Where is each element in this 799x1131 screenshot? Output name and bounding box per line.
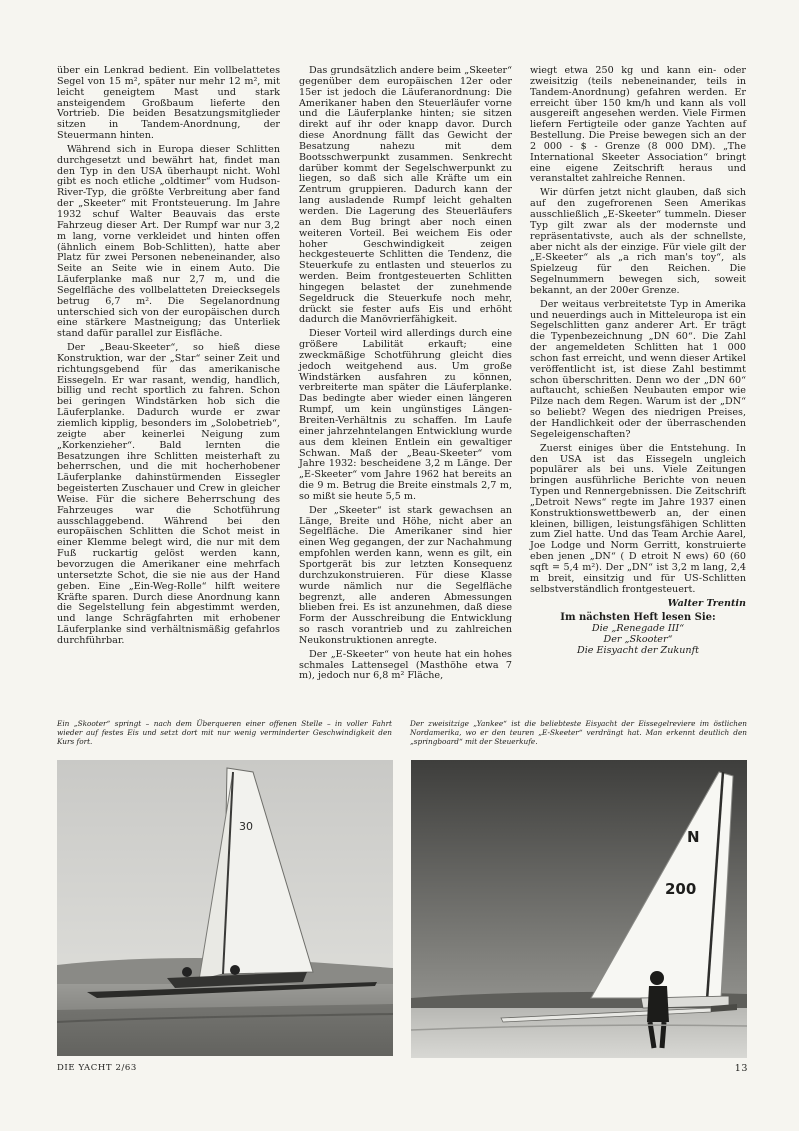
- photo-skooter-jumping: [57, 760, 393, 1056]
- photo-yankee-image: [411, 760, 747, 1058]
- sail-number-left: 30: [239, 820, 253, 833]
- paragraph: Dieser Vorteil wird allerdings durch eine größere Labilität erkauft; eine zweckmäßige Schotführung gleicht dies jedoch weitgehend aus. Um große Windstärken ausfahren zu können, verbreiterte man später die Läuferplanke. Das bedingte aber wieder einen längeren Rumpf, um kein ungünstiges Längen-Breiten-Verhältnis zu schaffen. Im Laufe einer jahrzehntelangen Entwicklung wurde aus dem kleinen Entlein ein gewaltiger Schwan. Maß der „Beau-Skeeter“ vom Jahre 1932: bescheidene 3,2 m Länge. Der „E-Skeeter“ vom Jahre 1962 hat bereits an die 9 m. Betrug die Breite einstmals 2,7 m, so mißt sie heute 5,5 m.: [299, 328, 512, 502]
- author-signature: Walter Trentin: [667, 597, 746, 609]
- paragraph: über ein Lenkrad bedient. Ein vollbelattetes Segel von 15 m², später nur mehr 12 m², mit leicht geneigtem Mast und stark ansteigendem Großbaum lieferte den Vortrieb. Die beiden Besatzungsmitglieder sitzen in Tandem-Anordnung, der Steuermann hinten.: [57, 65, 280, 142]
- text-column-2: [299, 66, 512, 685]
- paragraph: Der weitaus verbreitetste Typ in Amerika und neuerdings auch in Mitteleuropa ist ein Segelschlitten ganz anderer Art. Er trägt die Typenbezeichnung „DN 60“. Die Zahl der angemeldeten Schlitten hat 1 000 schon fast erreicht, und wenn dieser Artikel veröffentlicht ist, ist diese Zahl bestimmt schon überschritten. Denn wo der „DN 60“ auftaucht, schießen Neubauten empor wie Pilze nach dem Regen. Warum ist der „DN“ so beliebt? Wegen des niedrigen Preises, der Handlichkeit oder der überraschenden Segeleigenschaften?: [530, 298, 746, 440]
- paragraph: Der „Beau-Skeeter“, so hieß diese Konstruktion, war der „Star“ seiner Zeit und richtungsgebend für das amerikanische Eissegeln. Er war rasant, wendig, handlich, billig und recht sportlich zu fahren. Schon bei geringen Windstärken hob sich die Läuferplanke. Dadurch wurde er zwar ziemlich kipplig, besonders im „Solobetrieb“, zeigte aber keinerlei Neigung zum „Korkenzieher“. Bald lernten die Besatzungen ihre Schlitten meisterhaft zu beherrschen, und die mit hocherhobener Läuferplanke dahinstürmenden Eissegler begeisterten Zuschauer und Crew in gleicher Weise. Für die sichere Beherrschung des Fahrzeuges war die Schotführung ausschlaggebend. Während bei den europäischen Schlitten die Schot meist in einer Klemme belegt wird, die nur mit dem Fuß ruckartig gelöst werden kann, bevorzugen die Amerikaner eine mehrfach untersetzte Schot, die sie nie aus der Hand geben. Eine „Ein-Weg-Rolle“ hilft weitere Kräfte sparen. Durch diese Anordnung kann die Segelstellung fein abgestimmt werden, und lange Schrägfahrten mit erhobener Läuferplanke sind verhältnismäßig gefahrlos durchführbar.: [57, 342, 280, 646]
- next-issue-item: Die Eisyacht der Zukunft: [577, 644, 699, 656]
- text-column-3: [530, 66, 746, 657]
- sail-number-right: 200: [665, 880, 697, 898]
- paragraph: Wir dürfen jetzt nicht glauben, daß sich auf den zugefrorenen Seen Amerikas ausschließlich „E-Skeeter“ tummeln. Dieser Typ gilt zwar als der modernste und repräsentativste, auch als der schnellste, aber nicht als der einzige. Für viele gilt der „E-Skeeter“ als „a rich man's toy“, als Spielzeug für den Reichen. Die Segelnummern bewegen sich, soweit bekannt, an der 200er Grenze.: [530, 187, 746, 296]
- next-issue-item: Der „Skooter“: [603, 634, 673, 646]
- photo-caption-left: Ein „Skooter“ springt – nach dem Überqueren einer offenen Stelle – in voller Fahrt wieder auf festes Eis und setzt dort mit nur wenig verminderter Geschwindigkeit den Kurs fort.: [57, 719, 392, 746]
- next-issue-item: Die „Renegade III“: [591, 623, 685, 635]
- paragraph: Zuerst einiges über die Entstehung. In den USA ist das Eissegeln ungleich populärer als bei uns. Viele Zeitungen bringen ausführliche Berichte von neuen Typen und Rennergebnissen. Die Zeitschrift „Detroit News“ regte im Jahre 1937 einen Konstruktionswettbewerb an, der einen kleinen, billigen, leistungsfähigen Schlitten zum Ziel hatte. Und das Team Archie Aarel, Joe Lodge und Norm Gerritt, konstruierte eben jenen „DN“ ( D etroit N ews) 60 (60 sqft = 5,4 m²). Der „DN“ ist 3,2 m lang, 2,4 m breit, einsitzig und für US-Schlitten selbstverständlich frontgesteuert.: [530, 442, 746, 595]
- footer-publication: DIE YACHT 2/63: [57, 1063, 137, 1073]
- text-column-1: [57, 66, 280, 650]
- sail-letter-right: N: [687, 828, 700, 846]
- paragraph: Das grundsätzlich andere beim „Skeeter“ gegenüber dem europäischen 12er oder 15er ist jedoch die Läuferanordnung: Die Amerikaner haben den Steuerläufer vorne und die Läuferplanke hinten; sie sitzen direkt auf ihr oder knapp davor. Durch diese Anordnung fällt das Gewicht der Besatzung nahezu mit dem Bootsschwerpunkt zusammen. Senkrecht darüber kommt der Segelschwerpunkt zu liegen, so daß sich alle Kräfte um ein Zentrum gruppieren. Dadurch kann der lang ausladende Rumpf leicht gehalten werden. Die Lagerung des Steuerläufers an dem Bug bringt aber noch einen weiteren Vorteil. Bei weichem Eis oder hoher Geschwindigkeit zeigen heckgesteuerte Schlitten die Tendenz, die Steuerkufe zu entlasten und steuerlos zu werden. Beim frontgesteuerten Schlitten hingegen belastet der zunehmende Segeldruck die Steuerkufe noch mehr, drückt sie fester aufs Eis und erhöht dadurch die Manövrierfähigkeit.: [299, 65, 512, 326]
- photo-yankee-iceboat: [411, 760, 747, 1058]
- next-issue-box: [530, 613, 746, 656]
- page-number: 13: [734, 1063, 748, 1074]
- photo-skooter-image: [57, 760, 393, 1056]
- paragraph: Der „Skeeter“ ist stark gewachsen an Länge, Breite und Höhe, nicht aber an Segelfläche. Die Amerikaner sind hier einen Weg gegangen, der zur Nachahmung empfohlen werden kann, wenn es gilt, ein Sportgerät bis zur letzten Konsequenz durchzukonstruieren. Für diese Klasse wurde nämlich nur die Segelfläche begrenzt, alle anderen Abmessungen blieben frei. Es ist anzunehmen, daß diese Form der Ausschreibung die Entwicklung so rasch vorantrieb und zu zahlreichen Neukonstruktionen anregte.: [299, 504, 512, 646]
- photo-caption-right: Der zweisitzige „Yankee“ ist die beliebteste Eisyacht der Eissegelreviere im östlichen Nordamerika, wo er den teuren „E-Skeeter“ verdrängt hat. Man erkennt deutlich den „springboard“ mit der Steuerkufe.: [410, 719, 747, 746]
- paragraph: Der „E-Skeeter“ von heute hat ein hohes schmales Lattensegel (Masthöhe etwa 7 m), jedoch nur 6,8 m² Fläche,: [299, 648, 512, 682]
- paragraph: Während sich in Europa dieser Schlitten durchgesetzt und bewährt hat, findet man den Typ in den USA überhaupt nicht. Wohl gibt es noch etliche „oldtimer“ vom Hudson-River-Typ, die größte Verbreitung aber fand der „Skeeter“ mit Frontsteuerung. Im Jahre 1932 schuf Walter Beauvais das erste Fahrzeug dieser Art. Der Rumpf war nur 3,2 m lang, vorne verkleidet und hinten offen (ähnlich einem Bob-Schlitten), hatte aber Platz für zwei Personen nebeneinander, also Seite an Seite wie in einem Auto. Die Läuferplanke maß nur 2,7 m, und die Segelfläche des vollbelatteten Dreiecksegels betrug 6,7 m². Die Segelanordnung unterschied sich von der europäischen durch eine stärkere Mastneigung; das Unterliek stand dafür parallel zur Eisfläche.: [57, 143, 280, 340]
- next-issue-heading: Im nächsten Heft lesen Sie:: [560, 612, 716, 624]
- paragraph: wiegt etwa 250 kg und kann ein- oder zweisitzig (teils nebeneinander, teils in Tandem-Anordnung) gefahren werden. Er erreicht über 150 km/h und kann als voll ausgereift angesehen werden. Viele Firmen liefern Fertigteile oder ganze Yachten auf Bestellung. Die Preise bewegen sich an der 2 000 - $ - Grenze (8 000 DM). „The International Skeeter Association“ bringt eine eigene Zeitschrift heraus und veranstaltet zahlreiche Rennen.: [530, 65, 746, 185]
